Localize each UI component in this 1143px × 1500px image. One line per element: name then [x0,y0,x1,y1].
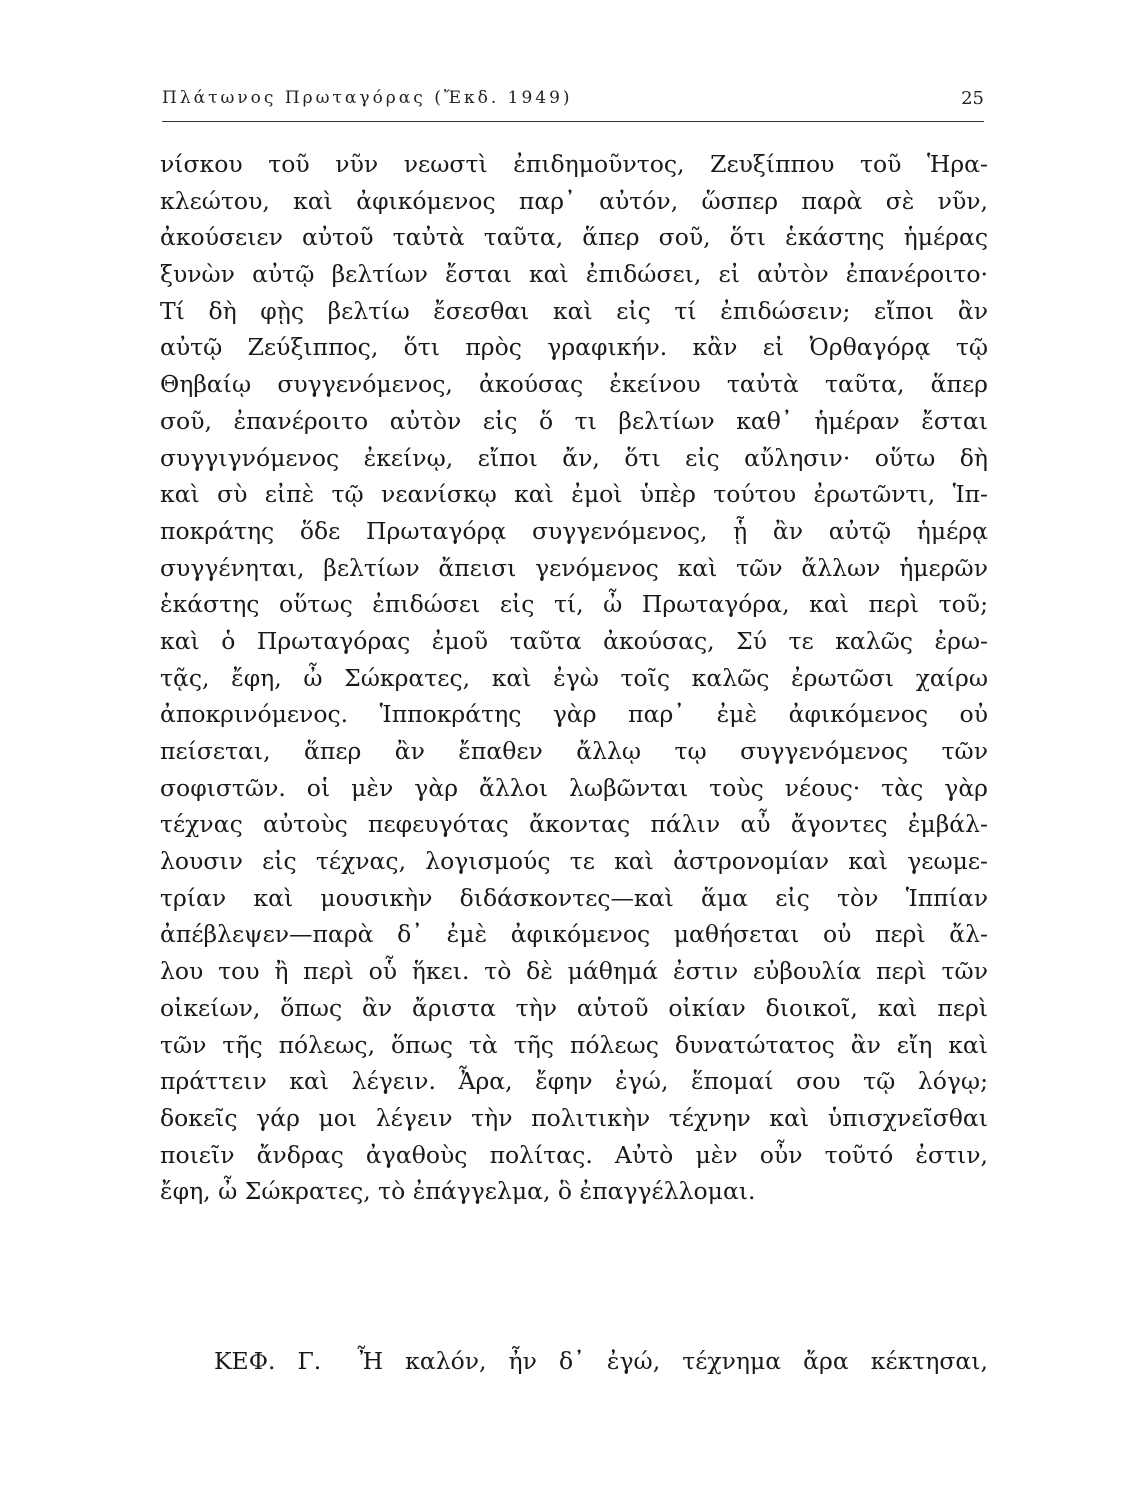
body-text [160,146,988,1210]
text-line: πράττειν καὶ λέγειν. Ἆρα, ἔφην ἐγώ, ἕπομαί σου τῷ λόγῳ; [160,1067,988,1096]
text-line: λουσιν εἰς τέχνας, λογισμούς τε καὶ ἀστρονομίαν καὶ γεωμε- [160,847,988,876]
text-line: κλεώτου, καὶ ἀφικόμενος παρ᾽ αὐτόν, ὥσπερ παρὰ σὲ νῦν, [160,186,988,215]
text-line: ποκράτης ὅδε Πρωταγόρᾳ συγγενόμενος, ᾗ ἂν αὐτῷ ἡμέρᾳ [160,516,988,545]
text-line: συγγένηται, βελτίων ἄπεισι γενόμενος καὶ τῶν ἄλλων ἡμερῶν [160,553,988,582]
text-line: ἀποκρινόμενος. Ἱπποκράτης γὰρ παρ᾽ ἐμὲ ἀφικόμενος οὐ [160,700,988,729]
text-line: δοκεῖς γάρ μοι λέγειν τὴν πολιτικὴν τέχνην καὶ ὑπισχνεῖσθαι [160,1103,988,1132]
text-line: καὶ ὁ Πρωταγόρας ἐμοῦ ταῦτα ἀκούσας, Σύ τε καλῶς ἐρω- [160,626,988,655]
text-line: ξυνὼν αὐτῷ βελτίων ἔσται καὶ ἐπιδώσει, εἰ αὐτὸν ἐπανέροιτο· [160,260,988,289]
text-line: συγγιγνόμενος ἐκείνῳ, εἴποι ἄν, ὅτι εἰς αὔλησιν· οὕτω δὴ [160,443,988,472]
text-line: ἑκάστης οὕτως ἐπιδώσει εἰς τί, ὦ Πρωταγόρα, καὶ περὶ τοῦ; [160,590,988,619]
text-line: λου του ἢ περὶ οὗ ἥκει. τὸ δὲ μάθημά ἐστιν εὐβουλία περὶ τῶν [160,957,988,986]
header-title: Πλάτωνος Πρωταγόρας (Ἔκδ. 1949) [162,88,573,108]
text-line: ποιεῖν ἄνδρας ἀγαθοὺς πολίτας. Αὐτὸ μὲν οὖν τοῦτό ἐστιν, [160,1140,988,1169]
text-line: τῶν τῆς πόλεως, ὅπως τὰ τῆς πόλεως δυνατώτατος ἂν εἴη καὶ [160,1030,988,1059]
text-line: καὶ σὺ εἰπὲ τῷ νεανίσκῳ καὶ ἐμοὶ ὑπὲρ τούτου ἐρωτῶντι, Ἱπ- [160,480,988,509]
text-line: οἰκείων, ὅπως ἂν ἄριστα τὴν αὑτοῦ οἰκίαν διοικοῖ, καὶ περὶ [160,993,988,1022]
text-line: ἀπέβλεψεν—παρὰ δ᾽ ἐμὲ ἀφικόμενος μαθήσεται οὐ περὶ ἄλ- [160,920,988,949]
text-line: αὐτῷ Ζεύξιππος, ὅτι πρὸς γραφικήν. κἂν εἰ Ὀρθαγόρᾳ τῷ [160,333,988,362]
text-line: Θηβαίῳ συγγενόμενος, ἀκούσας ἐκείνου ταὐτὰ ταῦτα, ἅπερ [160,370,988,399]
header-rule [162,121,984,122]
text-line: σοῦ, ἐπανέροιτο αὐτὸν εἰς ὅ τι βελτίων καθ᾽ ἡμέραν ἔσται [160,406,988,435]
text-line: ἔφη, ὦ Σώκρατες, τὸ ἐπάγγελμα, ὃ ἐπαγγέλλομαι. [160,1177,756,1206]
text-line: ἀκούσειεν αὐτοῦ ταὐτὰ ταῦτα, ἅπερ σοῦ, ὅτι ἑκάστης ἡμέρας [160,223,988,252]
text-line: νίσκου τοῦ νῦν νεωστὶ ἐπιδημοῦντος, Ζευξίππου τοῦ Ἡρα- [160,150,988,178]
page-number: 25 [961,88,984,109]
running-header [162,80,984,116]
text-line: Τί δὴ φῂς βελτίω ἔσεσθαι καὶ εἰς τί ἐπιδώσειν; εἴποι ἂν [160,296,988,325]
text-line: πείσεται, ἅπερ ἂν ἔπαθεν ἄλλῳ τῳ συγγενόμενος τῶν [160,737,988,765]
text-line: τᾷς, ἔφη, ὦ Σώκρατες, καὶ ἐγὼ τοῖς καλῶς ἐρωτῶσι χαίρω [160,663,988,692]
chapter-label: ΚΕΦ. Γ. [214,1347,322,1375]
text-line: σοφιστῶν. οἱ μὲν γὰρ ἄλλοι λωβῶνται τοὺς νέους· τὰς γὰρ [160,773,988,802]
chapter-text: Ἦ καλόν, ἦν δ᾽ ἐγώ, τέχνημα ἄρα κέκτησαι, [357,1347,988,1375]
chapter-line [214,1342,988,1380]
text-line: τέχνας αὐτοὺς πεφευγότας ἄκοντας πάλιν αὖ ἄγοντες ἐμβάλ- [160,810,988,839]
text-line: τρίαν καὶ μουσικὴν διδάσκοντες—καὶ ἅμα εἰς τὸν Ἱππίαν [160,883,988,912]
